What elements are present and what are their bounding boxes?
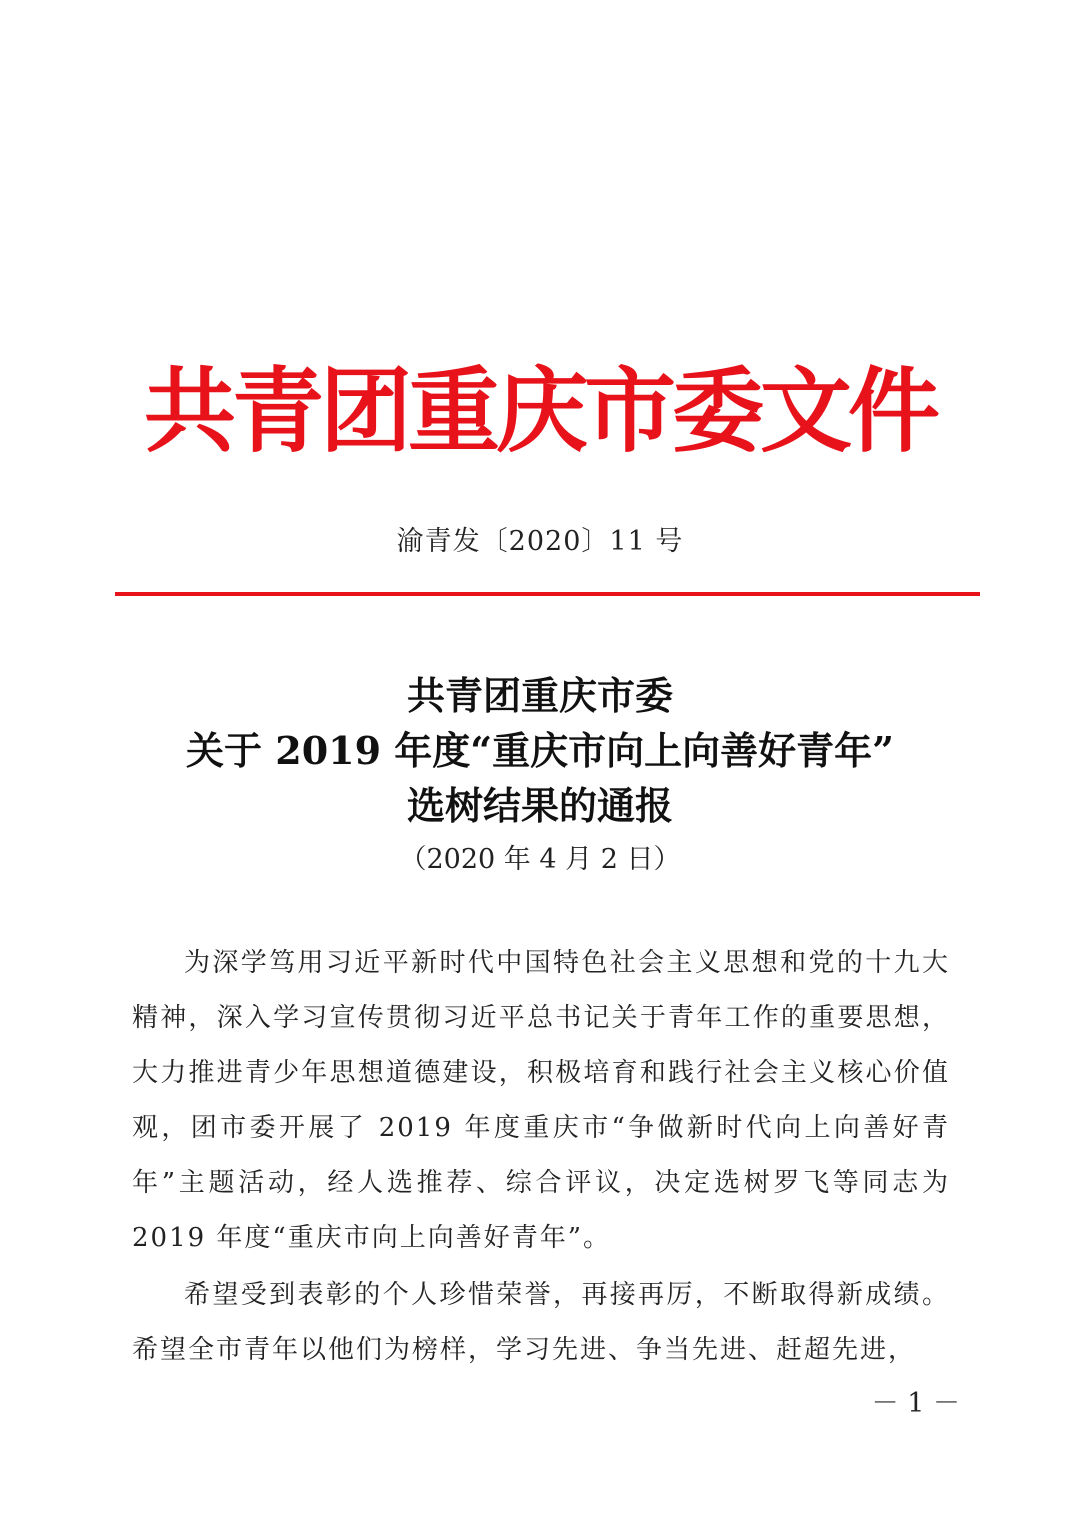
notice-title bbox=[0, 668, 1080, 833]
notice-date: （2020 年 4 月 2 日） bbox=[399, 844, 681, 875]
notice-body bbox=[132, 936, 950, 1380]
notice-title-line-2: 关于 2019 年度“重庆市向上向善好青年” bbox=[186, 728, 894, 773]
document-number: 渝青发〔2020〕11 号 bbox=[396, 526, 684, 557]
document-masthead-title: 共青团重庆市委文件 bbox=[143, 358, 936, 465]
body-paragraph-1: 为深学笃用习近平新时代中国特色社会主义思想和党的十九大精神，深入学习宣传贯彻习近平总书记关于青年工作的重要思想，大力推进青少年思想道德建设，积极培育和践行社会主义核心价值观，团市委开展了 2019 年度重庆市“争做新时代向上向善好青年”主题活动，经人选推荐、综合评议，决定选树罗飞等同志为 2019 年度“重庆市向上向善好青年”。 bbox=[132, 948, 950, 1253]
notice-title-line-3: 选树结果的通报 bbox=[406, 783, 673, 828]
page-number: － 1 － bbox=[871, 1388, 960, 1419]
body-paragraph-2: 希望受到表彰的个人珍惜荣誉，再接再厉，不断取得新成绩。希望全市青年以他们为榜样，学习先进、争当先进、赶超先进， bbox=[132, 1280, 950, 1365]
notice-title-line-1: 共青团重庆市委 bbox=[406, 673, 673, 718]
red-separator-line bbox=[115, 592, 980, 596]
